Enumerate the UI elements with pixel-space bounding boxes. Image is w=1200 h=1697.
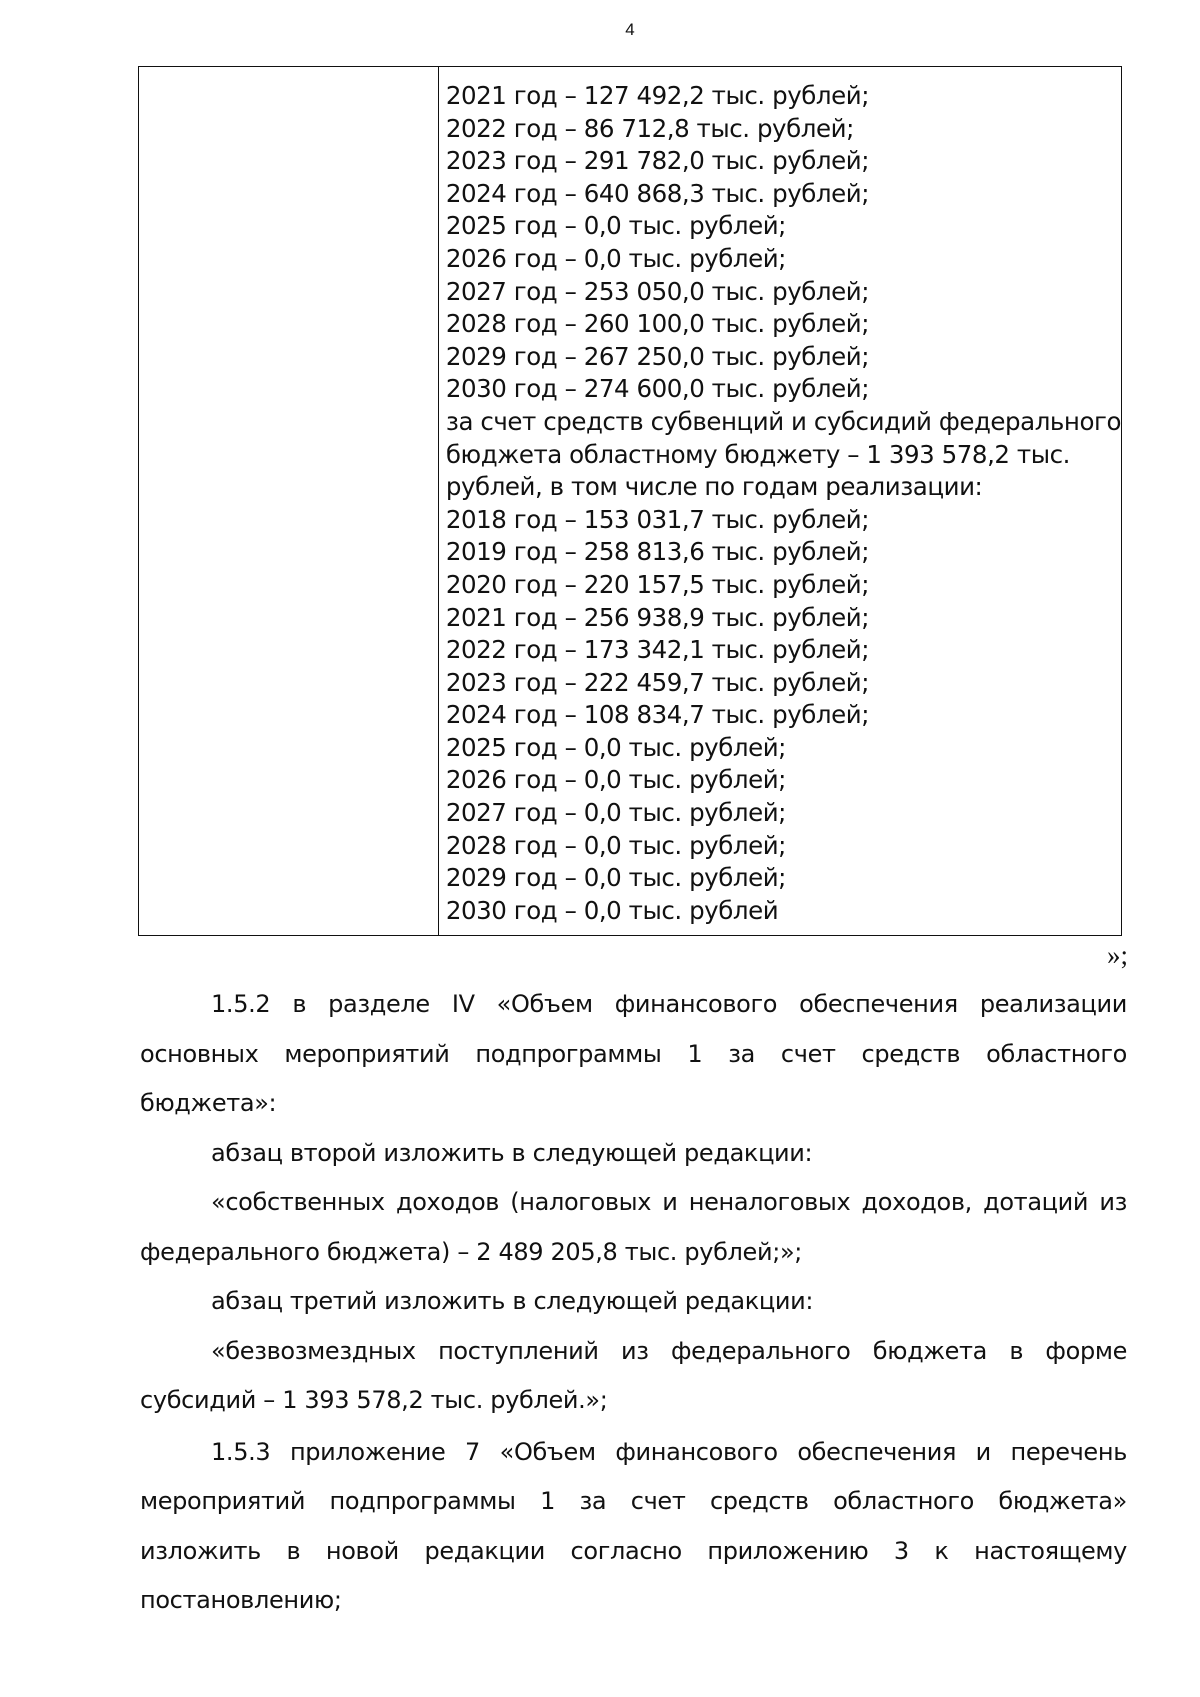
table-line: 2020 год – 220 157,5 тыс. рублей; [445, 569, 870, 599]
table-line: 2022 год – 86 712,8 тыс. рублей; [445, 113, 854, 143]
page-number: 4 [625, 20, 635, 39]
table-line: 2028 год – 260 100,0 тыс. рублей; [445, 309, 870, 339]
table-left-cell [139, 67, 439, 935]
table-line: 2026 год – 0,0 тыс. рублей; [445, 243, 786, 273]
table-right-cell [439, 67, 1121, 935]
table-line: 2027 год – 0,0 тыс. рублей; [445, 798, 786, 828]
table-line: 2028 год – 0,0 тыс. рублей; [445, 830, 786, 860]
table-line: 2030 год – 0,0 тыс. рублей [445, 895, 779, 925]
table-line: 2025 год – 0,0 тыс. рублей; [445, 732, 786, 762]
document-body [140, 980, 1127, 1626]
table-line: 2030 год – 274 600,0 тыс. рублей; [445, 374, 870, 404]
table-line: 2019 год – 258 813,6 тыс. рублей; [445, 537, 870, 567]
table-line: 2025 год – 0,0 тыс. рублей; [445, 211, 786, 241]
paragraph-abzac-vtoroy: абзац второй изложить в следующей редакции: [211, 1138, 813, 1167]
table-line: рублей, в том числе по годам реализации: [445, 472, 983, 502]
closing-quote: »; [1106, 940, 1128, 970]
table-line: 2023 год – 291 782,0 тыс. рублей; [445, 146, 870, 176]
paragraph-own-revenue-quote: «собственных доходов (налоговых и неналоговых доходов, дотаций из федерального бюджета) – 2 489 205,8 тыс. рублей;»; [140, 1188, 1127, 1266]
paragraph-grants-quote-line2: субсидий – 1 393 578,2 тыс. рублей.»; [140, 1386, 608, 1414]
table-line: бюджета областному бюджету – 1 393 578,2 тыс. [445, 439, 1070, 469]
table-line: 2026 год – 0,0 тыс. рублей; [445, 765, 786, 795]
paragraph-1-5-3: 1.5.3 приложение 7 «Объем финансового обеспечения и перечень мероприятий подпрограммы 1 за счет средств областного бюджета» изложить в новой редакции согласно приложению 3 к настоящему постановлению; [140, 1437, 1127, 1614]
paragraph-abzac-tretiy: абзац третий изложить в следующей редакции: [211, 1287, 814, 1315]
table-line: 2027 год – 253 050,0 тыс. рублей; [445, 276, 870, 306]
table-line: 2023 год – 222 459,7 тыс. рублей; [445, 667, 870, 697]
paragraph-1-5-2: 1.5.2 в разделе IV «Объем финансового обеспечения реализации основных мероприятий подпрограммы 1 за счет средств областного бюджета»: [140, 990, 1127, 1117]
table-line: 2021 год – 127 492,2 тыс. рублей; [445, 81, 870, 110]
table-line: 2022 год – 173 342,1 тыс. рублей; [445, 635, 870, 665]
table-line: 2029 год – 267 250,0 тыс. рублей; [445, 341, 870, 371]
passport-table [138, 66, 1122, 936]
table-line: 2024 год – 108 834,7 тыс. рублей; [445, 700, 870, 730]
paragraph-grants-quote-line1: «безвозмездных поступлений из федерального бюджета в форме [211, 1336, 1127, 1365]
table-line: за счет средств субвенций и субсидий федерального [445, 406, 1121, 436]
table-line: 2024 год – 640 868,3 тыс. рублей; [445, 178, 870, 208]
table-line: 2018 год – 153 031,7 тыс. рублей; [445, 504, 870, 534]
table-line: 2021 год – 256 938,9 тыс. рублей; [445, 602, 870, 632]
table-line: 2029 год – 0,0 тыс. рублей; [445, 863, 786, 893]
